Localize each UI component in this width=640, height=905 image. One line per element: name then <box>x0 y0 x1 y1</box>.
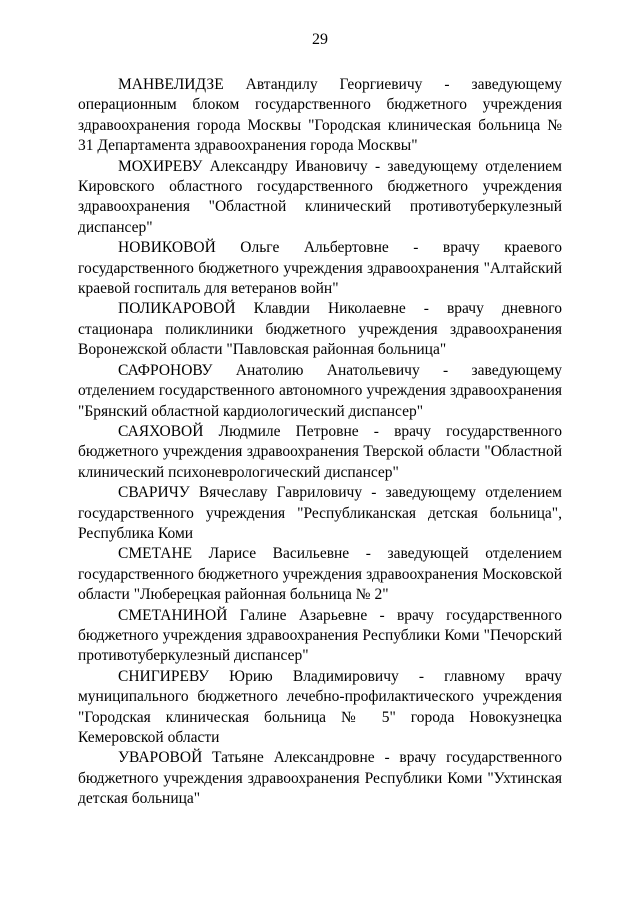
list-item: СВАРИЧУ Вячеславу Гавриловичу - заведующему отделением государственного учреждения "Республиканская детская больница", Республика Коми <box>78 484 562 542</box>
list-item: СМЕТАНИНОЙ Галине Азарьевне - врачу государственного бюджетного учреждения здравоохранения Республики Коми "Печорский противотуберкулезный диспансер" <box>78 606 562 665</box>
list-item: МОХИРЕВУ Александру Ивановичу - заведующему отделением Кировского областного государственного бюджетного учреждения здравоохранения "Областной клинический противотуберкулезный диспансер" <box>78 157 562 236</box>
list-item: НОВИКОВОЙ Ольге Альбертовне - врачу краевого государственного бюджетного учреждения здравоохранения "Алтайский краевой госпиталь для ветеранов войн" <box>78 239 562 298</box>
list-item: САФРОНОВУ Анатолию Анатольевичу - заведующему отделением государственного автономного учреждения здравоохранения "Брянский областной кардиологический диспансер" <box>78 361 562 420</box>
list-item: СНИГИРЕВУ Юрию Владимировичу - главному врачу муниципального бюджетного лечебно-профилактического учреждения "Городская клиническая больница № 5" города Новокузнецка Кемеровской области <box>78 667 562 746</box>
list-item: СМЕТАНЕ Ларисе Васильевне - заведующей отделением государственного бюджетного учреждения здравоохранения Московской области "Люберецкая районная больница № 2" <box>78 545 562 604</box>
list-item: ПОЛИКАРОВОЙ Клавдии Николаевне - врачу дневного стационара поликлиники бюджетного учреждения здравоохранения Воронежской области "Павловская районная больница" <box>78 300 562 359</box>
list-item: УВАРОВОЙ Татьяне Александровне - врачу государственного бюджетного учреждения здравоохранения Республики Коми "Ухтинская детская больница" <box>78 749 562 808</box>
award-list <box>78 75 562 810</box>
list-item: МАНВЕЛИДЗЕ Автандилу Георгиевичу - заведующему операционным блоком государственного бюджетного учреждения здравоохранения города Москвы "Городская клиническая больница № 31 Департамента здравоохранения города Москвы" <box>78 76 562 155</box>
page-number: 29 <box>312 31 328 48</box>
list-item: САЯХОВОЙ Людмиле Петровне - врачу государственного бюджетного учреждения здравоохранения Тверской области "Областной клинический психоневрологический диспансер" <box>78 422 562 481</box>
